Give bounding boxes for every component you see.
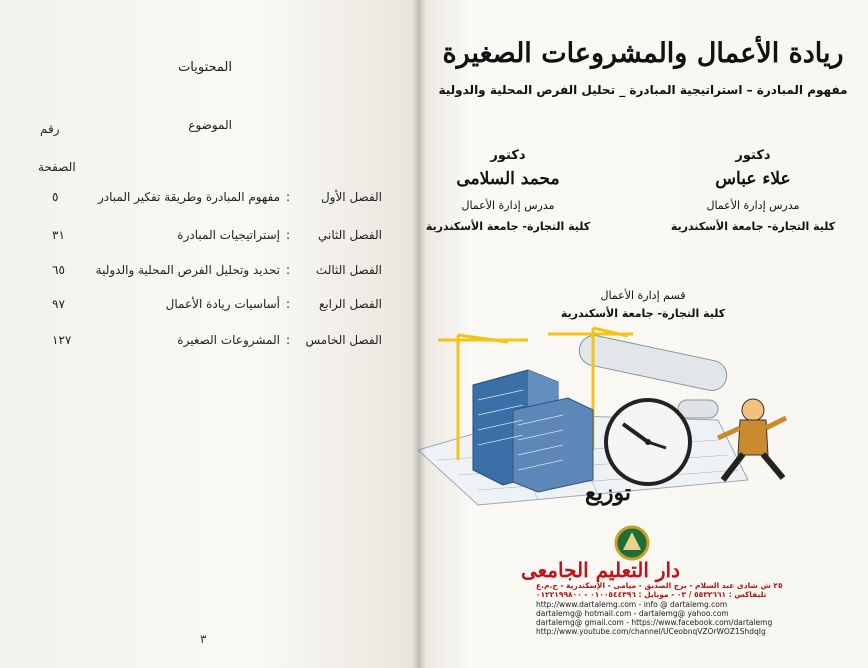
glass-building xyxy=(513,398,593,492)
author-affiliation: كلية التجارة- جامعة الأسكندرية xyxy=(670,220,836,233)
author-name: محمد السلامى xyxy=(456,169,560,189)
toc-page: ٩٧ xyxy=(52,297,65,311)
toc-row[interactable] xyxy=(0,190,420,210)
distribution-label: توزيع xyxy=(585,480,631,506)
contents-page xyxy=(0,0,420,668)
toc-separator: : xyxy=(286,228,291,242)
publisher-email[interactable]: dartalemg@ hotmail.com - dartalemg@ yahoo.com xyxy=(536,609,729,618)
author-degree: دكتور xyxy=(735,148,771,163)
rolled-blueprint xyxy=(577,333,730,394)
toc-row[interactable] xyxy=(0,228,420,248)
toc-title: أساسيات ريادة الأعمال xyxy=(165,297,280,311)
toc-separator: : xyxy=(286,333,291,347)
rolled-blueprint xyxy=(678,400,718,418)
toc-row[interactable] xyxy=(0,263,420,283)
publisher-website[interactable]: http://www.dartalemg.com - info @ dartalemg.com xyxy=(536,600,728,609)
cover-page xyxy=(418,0,868,668)
toc-separator: : xyxy=(286,297,291,311)
toc-page: ١٢٧ xyxy=(52,333,72,347)
author-position: مدرس إدارة الأعمال xyxy=(461,199,555,212)
toc-chapter: الفصل الرابع xyxy=(318,297,382,311)
publisher-logo-icon xyxy=(614,525,650,561)
toc-separator: : xyxy=(286,263,291,277)
topic-column-header: الموضوع xyxy=(188,118,232,132)
toc-page: ٥ xyxy=(52,190,59,204)
publisher-address: ٢٥ ش شادى عبد السلام - برج الصديق - ميامى - الإسكندرية - ج.م.ع xyxy=(536,581,783,590)
page-column-header-2: الصفحة xyxy=(38,160,76,174)
toc-page: ٦٥ xyxy=(52,263,65,277)
publisher-facebook[interactable]: dartalemg@ gmail.com - https://www.facebook.com/dartalemg xyxy=(536,618,773,627)
publisher-name: دار التعليم الجامعى xyxy=(520,558,681,582)
book-spine-fold xyxy=(412,0,426,668)
toc-title: تحديد وتحليل الفرص المحلية والدولية xyxy=(95,263,280,277)
author-degree: دكتور xyxy=(490,148,526,163)
page-number: ٣ xyxy=(200,632,207,646)
publisher-youtube[interactable]: http://www.youtube.com/channel/UCeobnqVZOrWOZ1ShdqIg xyxy=(536,627,766,636)
department-name: قسم إدارة الأعمال xyxy=(600,289,686,302)
author-block xyxy=(418,148,598,233)
publisher-phones: تليفاكس : ٥٥٣٢٦٦١ / ٠٣ - موبايل : ٠١٠٠٥٤٤٣٩٦ - ٠١٢٢١٩٩٨٠٠ xyxy=(536,590,767,599)
page-column-header: رقم xyxy=(40,122,60,136)
book-title: ريادة الأعمال والمشروعات الصغيرة xyxy=(442,38,844,69)
department-block xyxy=(418,287,868,323)
department-affiliation: كلية التجارة- جامعة الأسكندرية xyxy=(560,307,726,320)
toc-chapter: الفصل الثالث xyxy=(315,263,382,277)
toc-page: ٣١ xyxy=(52,228,65,242)
toc-row[interactable] xyxy=(0,297,420,317)
book-subtitle: مفهوم المبادرة – استراتيجية المبادرة _ تحليل الفرص المحلية والدولية xyxy=(438,83,848,97)
author-name: علاء عباس xyxy=(715,169,791,189)
toc-chapter: الفصل الأول xyxy=(320,190,382,204)
toc-chapter: الفصل الثاني xyxy=(318,228,382,242)
author-position: مدرس إدارة الأعمال xyxy=(706,199,800,212)
toc-chapter: الفصل الخامس xyxy=(305,333,382,347)
author-block xyxy=(663,148,843,233)
toc-row[interactable] xyxy=(0,333,420,353)
toc-separator: : xyxy=(286,190,291,204)
toc-title: مفهوم المبادرة وطريقة تفكير المبادر xyxy=(98,190,280,204)
author-affiliation: كلية التجارة- جامعة الأسكندرية xyxy=(425,220,591,233)
toc-title: المشروعات الصغيرة xyxy=(177,333,280,347)
toc-title: إستراتيجيات المبادرة xyxy=(177,228,280,242)
contents-heading: المحتويات xyxy=(178,60,232,75)
